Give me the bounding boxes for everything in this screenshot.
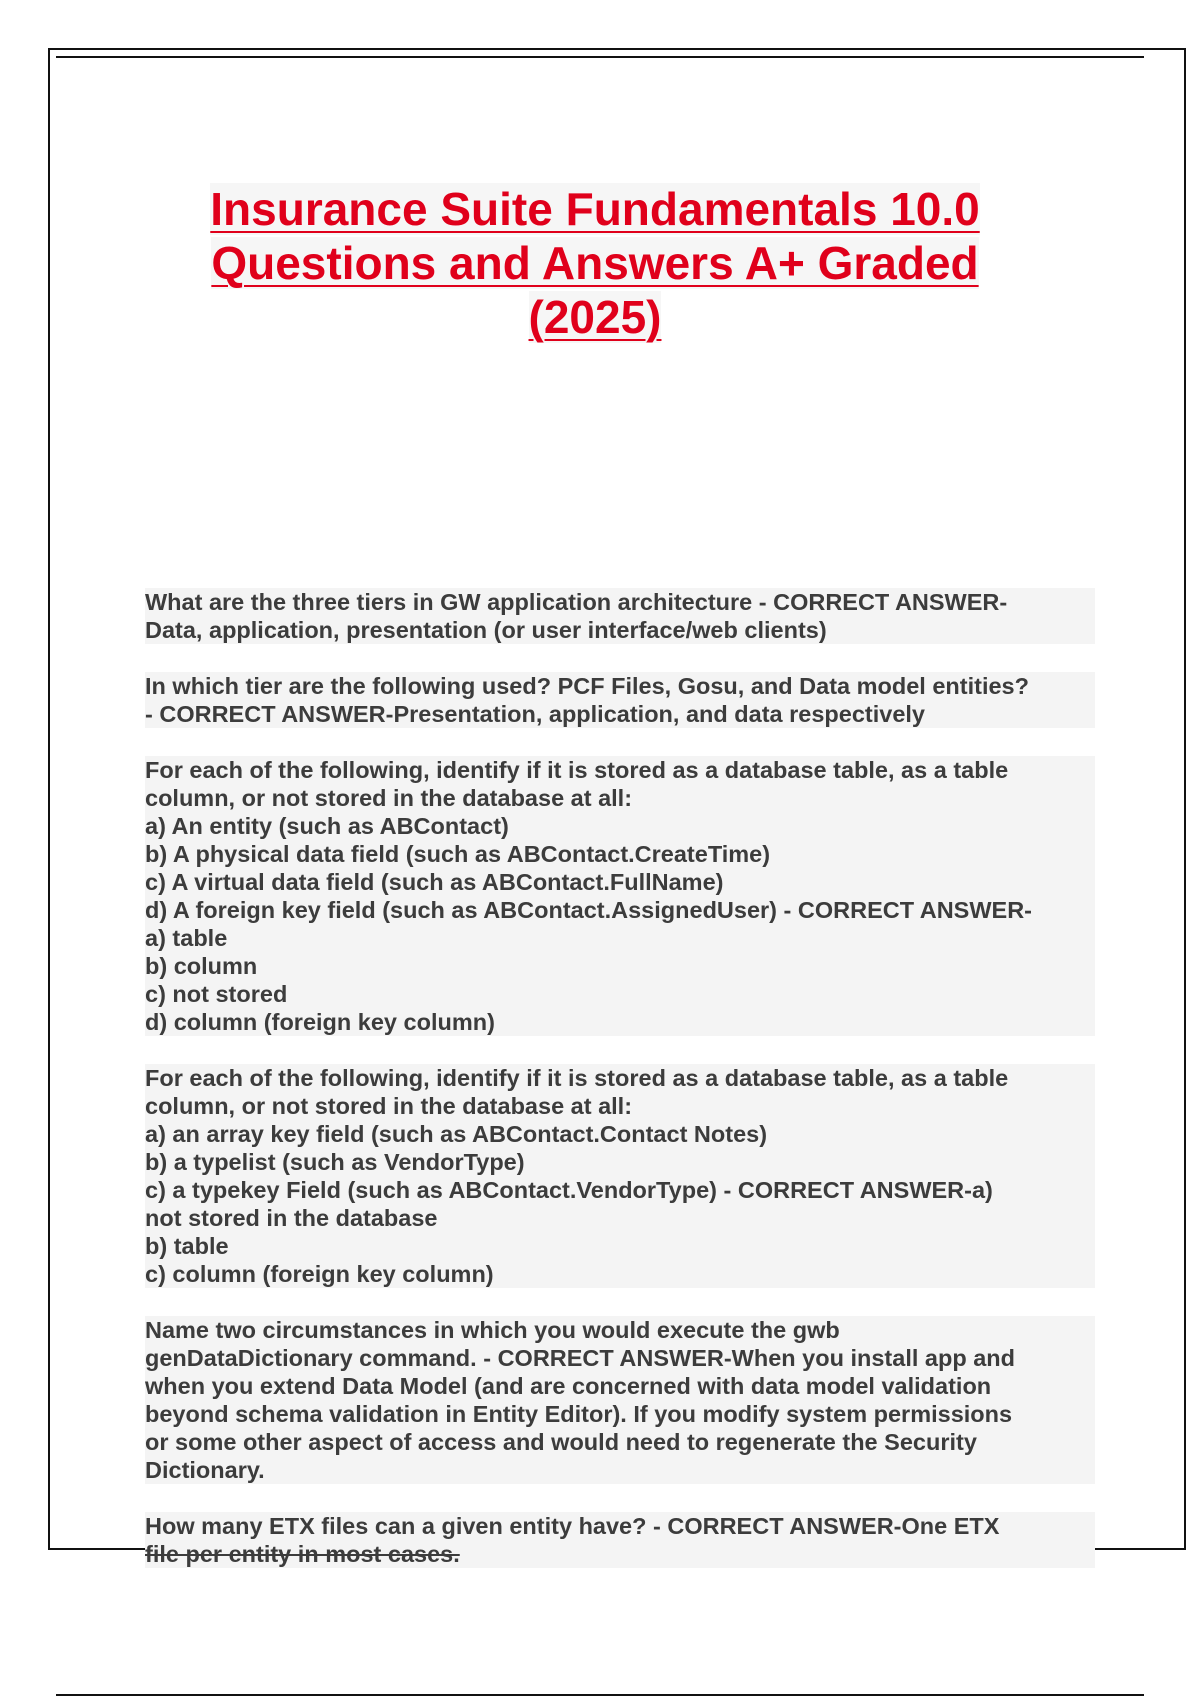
qa-line: d) column (foreign key column) bbox=[145, 1008, 1095, 1036]
qa-line: b) A physical data field (such as ABContact.CreateTime) bbox=[145, 840, 1095, 868]
qa-line: b) table bbox=[145, 1232, 1095, 1260]
qa-line: d) A foreign key field (such as ABContact.AssignedUser) - CORRECT ANSWER- bbox=[145, 896, 1095, 924]
qa-line: Data, application, presentation (or user interface/web clients) bbox=[145, 616, 1095, 644]
qa-item-2 bbox=[145, 672, 1095, 728]
qa-line: c) a typekey Field (such as ABContact.VendorType) - CORRECT ANSWER-a) bbox=[145, 1176, 1095, 1204]
qa-line: For each of the following, identify if it is stored as a database table, as a table bbox=[145, 1064, 1095, 1092]
qa-line: Name two circumstances in which you would execute the gwb bbox=[145, 1316, 1095, 1344]
qa-line: Dictionary. bbox=[145, 1456, 1095, 1484]
qa-item-3 bbox=[145, 756, 1095, 1036]
qa-item-1 bbox=[145, 588, 1095, 644]
title-line-3: (2025) bbox=[528, 291, 662, 343]
title-line-2: Questions and Answers A+ Graded bbox=[211, 237, 979, 289]
qa-line: For each of the following, identify if it is stored as a database table, as a table bbox=[145, 756, 1095, 784]
qa-line: - CORRECT ANSWER-Presentation, application, and data respectively bbox=[145, 700, 1095, 728]
qa-line: genDataDictionary command. - CORRECT ANSWER-When you install app and bbox=[145, 1344, 1095, 1372]
qa-line: In which tier are the following used? PCF Files, Gosu, and Data model entities? bbox=[145, 672, 1095, 700]
qa-line: b) column bbox=[145, 952, 1095, 980]
qa-item-4 bbox=[145, 1064, 1095, 1288]
qa-line: beyond schema validation in Entity Editor). If you modify system permissions bbox=[145, 1400, 1095, 1428]
qa-line: file per entity in most cases. bbox=[145, 1540, 1095, 1568]
qa-content bbox=[145, 588, 1095, 1596]
bottom-rule bbox=[56, 1694, 1144, 1696]
qa-line: a) an array key field (such as ABContact.Contact Notes) bbox=[145, 1120, 1095, 1148]
qa-line: column, or not stored in the database at all: bbox=[145, 1092, 1095, 1120]
qa-line: column, or not stored in the database at all: bbox=[145, 784, 1095, 812]
qa-line: c) column (foreign key column) bbox=[145, 1260, 1095, 1288]
top-rule bbox=[56, 56, 1144, 58]
qa-item-6 bbox=[145, 1512, 1095, 1568]
qa-item-5 bbox=[145, 1316, 1095, 1484]
qa-line: c) A virtual data field (such as ABContact.FullName) bbox=[145, 868, 1095, 896]
qa-line: or some other aspect of access and would need to regenerate the Security bbox=[145, 1428, 1095, 1456]
qa-line: a) An entity (such as ABContact) bbox=[145, 812, 1095, 840]
qa-line: not stored in the database bbox=[145, 1204, 1095, 1232]
qa-line: How many ETX files can a given entity have? - CORRECT ANSWER-One ETX bbox=[145, 1512, 1095, 1540]
title-line-1: Insurance Suite Fundamentals 10.0 bbox=[210, 183, 980, 235]
qa-line: c) not stored bbox=[145, 980, 1095, 1008]
qa-line: a) table bbox=[145, 924, 1095, 952]
qa-line: b) a typelist (such as VendorType) bbox=[145, 1148, 1095, 1176]
document-title bbox=[150, 182, 1040, 344]
qa-line: when you extend Data Model (and are concerned with data model validation bbox=[145, 1372, 1095, 1400]
qa-line: What are the three tiers in GW application architecture - CORRECT ANSWER- bbox=[145, 588, 1095, 616]
